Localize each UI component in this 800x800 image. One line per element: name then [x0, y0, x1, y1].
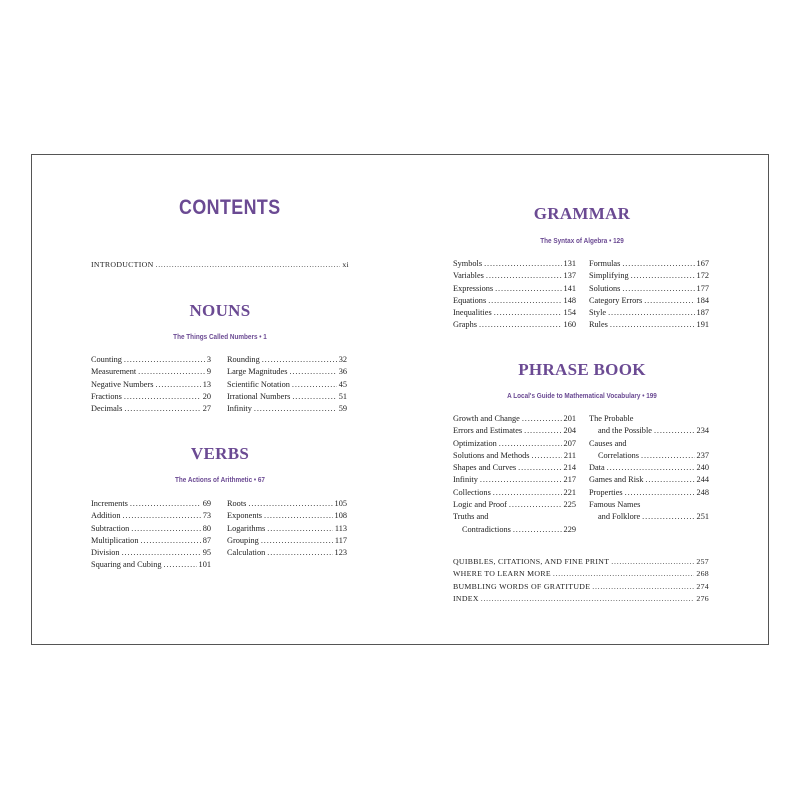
leader-dots — [494, 307, 562, 319]
toc-entry — [91, 354, 211, 366]
leader-dots — [124, 391, 201, 403]
toc-entry — [589, 499, 709, 511]
toc-entry — [589, 283, 709, 295]
entry-label: Solutions — [589, 283, 621, 293]
entry-label: Division — [91, 548, 120, 558]
grammar-left-column — [453, 258, 576, 332]
leader-dots — [124, 403, 200, 415]
toc-entry — [453, 462, 576, 474]
leader-dots — [611, 556, 694, 568]
entry-label: Subtraction — [91, 523, 130, 533]
entry-page: 257 — [696, 557, 709, 566]
toc-entry — [227, 510, 347, 522]
entry-page: 217 — [563, 475, 576, 485]
entry-page: 234 — [696, 426, 709, 436]
toc-entry — [91, 366, 211, 378]
entry-label: The Probable — [589, 414, 634, 423]
entry-label: Contradictions — [462, 524, 511, 534]
toc-entry — [589, 438, 709, 450]
entry-label: Data — [589, 463, 605, 473]
toc-entry — [453, 319, 576, 331]
toc-entry — [453, 270, 576, 282]
entry-page: 207 — [563, 438, 576, 448]
leader-dots — [156, 259, 341, 271]
entry-label: Increments — [91, 499, 128, 508]
entry-label: Logarithms — [227, 523, 266, 533]
entry-page: 131 — [563, 259, 576, 268]
entry-label: Large Magnitudes — [227, 367, 288, 377]
entry-label: Formulas — [589, 259, 621, 268]
entry-page: 20 — [202, 391, 211, 401]
leader-dots — [123, 510, 201, 522]
entry-page: 184 — [696, 295, 709, 305]
leader-dots — [261, 535, 333, 547]
toc-entry — [227, 391, 347, 403]
leader-dots — [164, 559, 197, 571]
entry-page: 187 — [696, 308, 709, 318]
leader-dots — [499, 438, 562, 450]
entry-label: Roots — [227, 499, 247, 508]
toc-entry — [227, 354, 347, 366]
entry-label: BUMBLING WORDS OF GRATITUDE — [453, 581, 591, 591]
entry-label: Exponents — [227, 511, 263, 521]
entry-page: 240 — [696, 463, 709, 473]
toc-entry — [91, 498, 211, 510]
toc-entry — [589, 462, 709, 474]
leader-dots — [493, 487, 562, 499]
toc-entry — [227, 498, 347, 510]
leader-dots — [292, 391, 336, 403]
toc-entry — [589, 450, 709, 462]
leader-dots — [522, 413, 562, 425]
toc-entry — [453, 307, 576, 319]
entry-label: and Folklore — [598, 512, 641, 522]
leader-dots — [495, 283, 561, 295]
toc-entry — [453, 295, 576, 307]
leader-dots — [509, 499, 562, 511]
toc-entry — [453, 283, 576, 295]
toc-entry — [91, 535, 211, 547]
entry-page: 95 — [202, 548, 211, 558]
leader-dots — [124, 354, 205, 366]
entry-page: 244 — [696, 475, 709, 485]
leader-dots — [524, 425, 561, 437]
toc-entry — [91, 510, 211, 522]
entry-label: Decimals — [91, 404, 123, 414]
entry-label: Squaring and Cubing — [91, 560, 162, 570]
entry-label: Measurement — [91, 367, 137, 377]
entry-label: Growth and Change — [453, 414, 520, 423]
entry-page: 59 — [338, 404, 347, 414]
leader-dots — [608, 307, 694, 319]
entry-page: 117 — [334, 535, 347, 545]
entry-page: 137 — [563, 271, 576, 281]
entry-page: 276 — [696, 593, 709, 603]
leader-dots — [155, 379, 200, 391]
entry-label: Variables — [453, 271, 484, 281]
entry-label: Games and Risk — [589, 475, 644, 485]
entry-label: Equations — [453, 295, 487, 305]
entry-label: Fractions — [91, 391, 122, 401]
entry-page: 211 — [563, 450, 576, 460]
leader-dots — [267, 523, 333, 535]
toc-entry — [453, 474, 576, 486]
entry-label: Category Errors — [589, 295, 643, 305]
entry-label: Infinity — [453, 475, 478, 485]
back-matter-list — [453, 556, 709, 605]
leader-dots — [254, 403, 337, 415]
entry-page: 268 — [696, 569, 709, 579]
entry-page: 87 — [202, 535, 211, 545]
toc-entry — [589, 270, 709, 282]
entry-label: Counting — [91, 355, 122, 364]
entry-page: 191 — [696, 320, 709, 330]
toc-entry — [589, 258, 709, 270]
section-title-grammar: GRAMMAR — [533, 204, 631, 223]
entry-page: 148 — [563, 295, 576, 305]
toc-entry — [589, 474, 709, 486]
entry-label: Addition — [91, 511, 121, 521]
leader-dots — [484, 258, 561, 270]
toc-entry — [91, 559, 211, 571]
toc-entry — [227, 379, 347, 391]
leader-dots — [122, 547, 201, 559]
toc-entry — [453, 413, 576, 425]
leader-dots — [622, 258, 694, 270]
entry-page: 248 — [696, 487, 709, 497]
entry-label: Shapes and Curves — [453, 463, 517, 473]
phrase-book-left-column — [453, 413, 576, 536]
leader-dots — [518, 462, 561, 474]
leader-dots — [644, 295, 694, 307]
contents-title: CONTENTS — [179, 196, 281, 219]
toc-entry — [227, 523, 347, 535]
entry-page: 9 — [206, 367, 211, 377]
toc-entry — [453, 568, 709, 580]
toc-entry — [91, 391, 211, 403]
leader-dots — [140, 535, 200, 547]
entry-label: Errors and Estimates — [453, 426, 523, 436]
toc-entry — [453, 438, 576, 450]
entry-label: Calculation — [227, 548, 266, 558]
section-subtitle-phrase-book: A Local's Guide to Mathematical Vocabulary • 199 — [507, 391, 657, 400]
leader-dots — [645, 474, 694, 486]
entry-page: 101 — [198, 560, 211, 570]
leader-dots — [480, 474, 562, 486]
entry-page: 229 — [563, 524, 576, 534]
entry-page: 113 — [334, 523, 347, 533]
leader-dots — [264, 510, 333, 522]
toc-entry — [589, 425, 709, 437]
toc-entry — [453, 487, 576, 499]
toc-entry — [453, 581, 709, 593]
toc-entry — [589, 413, 709, 425]
section-title-phrase-book: PHRASE BOOK — [518, 360, 646, 379]
toc-entry — [453, 499, 576, 511]
nouns-right-column — [227, 354, 347, 415]
toc-entry — [227, 366, 347, 378]
entry-label: Properties — [589, 487, 623, 497]
toc-entry — [453, 425, 576, 437]
leader-dots — [642, 511, 694, 523]
leader-dots — [130, 498, 201, 510]
entry-label: INDEX — [453, 593, 479, 603]
leader-dots — [488, 295, 561, 307]
toc-entry — [227, 535, 347, 547]
leader-dots — [248, 498, 332, 510]
entry-label: Irrational Numbers — [227, 391, 291, 401]
leader-dots — [138, 366, 205, 378]
entry-page: 69 — [202, 499, 211, 508]
toc-entry — [91, 547, 211, 559]
entry-page: 225 — [563, 500, 576, 510]
leader-dots — [625, 487, 695, 499]
entry-label: Collections — [453, 487, 491, 497]
leader-dots — [262, 354, 337, 366]
entry-page: 237 — [696, 450, 709, 460]
entry-page: 274 — [696, 581, 709, 591]
verbs-left-column — [91, 498, 211, 572]
entry-page: 221 — [563, 487, 576, 497]
entry-page: 141 — [563, 283, 576, 293]
entry-label: Rules — [589, 320, 608, 330]
entry-page: 204 — [563, 426, 576, 436]
entry-label: Negative Numbers — [91, 379, 154, 389]
entry-page: xi — [342, 260, 349, 269]
grammar-right-column — [589, 258, 709, 332]
entry-label: QUIBBLES, CITATIONS, AND FINE PRINT — [453, 557, 610, 566]
entry-page: 51 — [338, 391, 347, 401]
section-subtitle-verbs: The Actions of Arithmetic • 67 — [175, 475, 265, 484]
entry-label: Optimization — [453, 438, 497, 448]
leader-dots — [641, 450, 695, 462]
leader-dots — [622, 283, 694, 295]
entry-label: Style — [589, 308, 607, 318]
leader-dots — [292, 379, 337, 391]
entry-page: 172 — [696, 271, 709, 281]
toc-entry — [589, 307, 709, 319]
entry-page: 108 — [334, 511, 347, 521]
entry-page: 13 — [202, 379, 211, 389]
entry-label: Causes and — [589, 438, 627, 448]
entry-page: 251 — [696, 512, 709, 522]
section-title-nouns: NOUNS — [189, 301, 251, 320]
entry-page: 105 — [334, 499, 347, 508]
toc-entry — [589, 319, 709, 331]
toc-entry — [91, 379, 211, 391]
entry-label: Solutions and Methods — [453, 450, 530, 460]
leader-dots — [629, 438, 707, 450]
leader-dots — [532, 450, 562, 462]
entry-label: Correlations — [598, 450, 640, 460]
phrase-book-right-column — [589, 413, 709, 524]
leader-dots — [486, 270, 562, 282]
leader-dots — [610, 319, 695, 331]
nouns-left-column — [91, 354, 211, 415]
entry-page: 214 — [563, 463, 576, 473]
entry-page: 80 — [202, 523, 211, 533]
leader-dots — [479, 319, 562, 331]
entry-label: Inequalities — [453, 308, 492, 318]
entry-label: Truths and — [453, 512, 489, 522]
toc-entry — [91, 403, 211, 415]
toc-entry — [227, 403, 347, 415]
entry-label: and the Possible — [598, 426, 652, 436]
entry-label: Graphs — [453, 320, 477, 330]
entry-label: INTRODUCTION — [91, 260, 154, 269]
toc-entry — [91, 523, 211, 535]
entry-label: Famous Names — [589, 500, 641, 510]
toc-entry — [453, 258, 576, 270]
entry-label: Infinity — [227, 404, 252, 414]
leader-dots — [131, 523, 200, 535]
entry-label: Simplifying — [589, 271, 629, 281]
leader-dots — [607, 462, 695, 474]
entry-label: WHERE TO LEARN MORE — [453, 569, 551, 579]
entry-label: Rounding — [227, 355, 260, 364]
section-subtitle-grammar: The Syntax of Algebra • 129 — [540, 236, 624, 245]
leader-dots — [642, 499, 707, 511]
toc-entry — [453, 593, 709, 605]
entry-page: 123 — [334, 548, 347, 558]
leader-dots — [631, 270, 695, 282]
entry-page: 32 — [338, 355, 347, 364]
leader-dots — [289, 366, 336, 378]
entry-label: Expressions — [453, 283, 494, 293]
entry-page: 36 — [338, 367, 347, 377]
leader-dots — [513, 524, 562, 536]
entry-page: 73 — [202, 511, 211, 521]
toc-entry — [453, 556, 709, 568]
entry-label: Grouping — [227, 535, 259, 545]
entry-page: 154 — [563, 308, 576, 318]
toc-entry — [589, 487, 709, 499]
entry-page: 177 — [696, 283, 709, 293]
entry-page: 201 — [563, 414, 576, 423]
entry-page: 27 — [202, 404, 211, 414]
introduction-entry — [91, 259, 349, 271]
entry-page: 160 — [563, 320, 576, 330]
entry-page: 45 — [338, 379, 347, 389]
entry-label: Scientific Notation — [227, 379, 290, 389]
toc-entry — [453, 450, 576, 462]
entry-label: Multiplication — [91, 535, 139, 545]
toc-entry — [589, 295, 709, 307]
leader-dots — [267, 547, 332, 559]
entry-page: 3 — [206, 355, 211, 364]
leader-dots — [654, 425, 695, 437]
section-title-verbs: VERBS — [190, 444, 250, 463]
toc-entry — [227, 547, 347, 559]
toc-entry — [589, 511, 709, 523]
leader-dots — [553, 568, 695, 580]
entry-label: Logic and Proof — [453, 500, 507, 510]
toc-entry — [453, 524, 576, 536]
verbs-right-column — [227, 498, 347, 559]
entry-page: 167 — [696, 259, 709, 268]
section-subtitle-nouns: The Things Called Numbers • 1 — [173, 332, 267, 341]
leader-dots — [592, 581, 694, 593]
leader-dots — [635, 413, 707, 425]
leader-dots — [490, 511, 574, 523]
toc-entry — [453, 511, 576, 523]
leader-dots — [481, 593, 695, 605]
entry-label: Symbols — [453, 259, 483, 268]
